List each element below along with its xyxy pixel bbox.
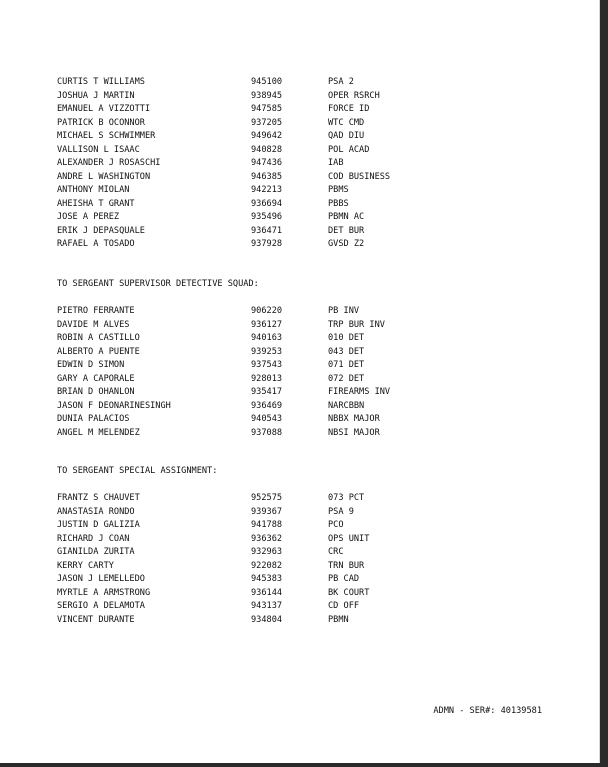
detective-squad-section bbox=[57, 278, 477, 440]
command-assignment: PB CAD bbox=[328, 574, 360, 584]
member-name: JOSHUA J MARTIN bbox=[57, 90, 135, 101]
command-assignment: PCO bbox=[328, 520, 344, 530]
tax-id: 936694 bbox=[251, 198, 283, 209]
tax-id: 922082 bbox=[251, 560, 283, 571]
roster-row bbox=[57, 130, 477, 144]
member-name: JASON J LEMELLEDO bbox=[57, 574, 145, 584]
roster-row bbox=[57, 225, 477, 239]
serial-number-footer: ADMN - SER#: 40139581 bbox=[433, 706, 542, 716]
member-name: CURTIS T WILLIAMS bbox=[57, 77, 145, 87]
tax-id: 906220 bbox=[251, 306, 283, 316]
section-heading: TO SERGEANT SUPERVISOR DETECTIVE SQUAD: bbox=[57, 279, 259, 289]
member-name: DAVIDE M ALVES bbox=[57, 319, 130, 330]
roster-row bbox=[57, 103, 477, 117]
member-name: ANASTASIA RONDO bbox=[57, 506, 135, 517]
roster-row bbox=[57, 400, 477, 414]
command-assignment: PBBS bbox=[328, 198, 349, 209]
assignment-list-continued bbox=[57, 76, 477, 252]
member-name: ANTHONY MIOLAN bbox=[57, 185, 130, 195]
tax-id: 941788 bbox=[251, 520, 283, 530]
roster-row bbox=[57, 359, 477, 373]
roster-row bbox=[57, 117, 477, 131]
member-name: ALBERTO A PUENTE bbox=[57, 346, 140, 357]
roster-row bbox=[57, 560, 477, 574]
command-assignment: GVSD Z2 bbox=[328, 239, 365, 249]
roster-row bbox=[57, 332, 477, 346]
roster-row bbox=[57, 76, 477, 90]
roster-row bbox=[57, 157, 477, 171]
tax-id: 936469 bbox=[251, 400, 283, 411]
member-name: ALEXANDER J ROSASCHI bbox=[57, 158, 161, 168]
tax-id: 935496 bbox=[251, 212, 283, 222]
roster-row bbox=[57, 492, 477, 506]
tax-id: 935417 bbox=[251, 387, 283, 397]
command-assignment: PSA 2 bbox=[328, 77, 354, 87]
command-assignment: PB INV bbox=[328, 306, 360, 316]
roster-row bbox=[57, 198, 477, 212]
roster-row bbox=[57, 600, 477, 614]
member-name: DUNIA PALACIOS bbox=[57, 414, 130, 424]
member-name: FRANTZ S CHAUVET bbox=[57, 493, 140, 503]
tax-id: 936144 bbox=[251, 587, 283, 598]
command-assignment: FIREARMS INV bbox=[328, 387, 391, 397]
member-name: BRIAN D OHANLON bbox=[57, 387, 135, 397]
command-assignment: NBBX MAJOR bbox=[328, 414, 380, 424]
command-assignment: FORCE ID bbox=[328, 104, 370, 114]
roster-row bbox=[57, 171, 477, 185]
command-assignment: TRN BUR bbox=[328, 560, 365, 571]
roster-row bbox=[57, 144, 477, 158]
member-name: ANDRE L WASHINGTON bbox=[57, 171, 151, 182]
tax-id: 940163 bbox=[251, 333, 283, 343]
member-name: GARY A CAPORALE bbox=[57, 373, 135, 384]
member-name: GIANILDA ZURITA bbox=[57, 547, 135, 557]
member-name: MICHAEL S SCHWIMMER bbox=[57, 131, 156, 141]
roster-row bbox=[57, 413, 477, 427]
tax-id: 938945 bbox=[251, 90, 283, 101]
command-assignment: BK COURT bbox=[328, 587, 370, 598]
tax-id: 932963 bbox=[251, 547, 283, 557]
command-assignment: 043 DET bbox=[328, 346, 365, 357]
roster-row bbox=[57, 211, 477, 225]
tax-id: 947436 bbox=[251, 158, 283, 168]
tax-id: 942213 bbox=[251, 185, 283, 195]
tax-id: 936362 bbox=[251, 533, 283, 544]
command-assignment: NBSI MAJOR bbox=[328, 427, 380, 438]
command-assignment: PSA 9 bbox=[328, 506, 354, 517]
roster-row bbox=[57, 319, 477, 333]
tax-id: 928013 bbox=[251, 373, 283, 384]
roster-row bbox=[57, 506, 477, 520]
command-assignment: 073 PCT bbox=[328, 493, 365, 503]
tax-id: 936127 bbox=[251, 319, 283, 330]
tax-id: 940828 bbox=[251, 144, 283, 155]
member-name: JUSTIN D GALIZIA bbox=[57, 520, 140, 530]
roster-row bbox=[57, 305, 477, 319]
tax-id: 937543 bbox=[251, 360, 283, 370]
roster-row bbox=[57, 546, 477, 560]
roster-row bbox=[57, 533, 477, 547]
member-name: VALLISON L ISAAC bbox=[57, 144, 140, 155]
command-assignment: DET BUR bbox=[328, 225, 365, 236]
command-assignment: COD BUSINESS bbox=[328, 171, 391, 182]
command-assignment: 010 DET bbox=[328, 333, 365, 343]
member-name: EDWIN D SIMON bbox=[57, 360, 125, 370]
command-assignment: PBMS bbox=[328, 185, 349, 195]
command-assignment: PBMN AC bbox=[328, 212, 365, 222]
member-name: ROBIN A CASTILLO bbox=[57, 333, 140, 343]
member-name: JOSE A PEREZ bbox=[57, 212, 120, 222]
member-name: MYRTLE A ARMSTRONG bbox=[57, 587, 151, 598]
command-assignment: NARCBBN bbox=[328, 400, 365, 411]
roster-row bbox=[57, 373, 477, 387]
tax-id: 937205 bbox=[251, 117, 283, 128]
command-assignment: TRP BUR INV bbox=[328, 319, 385, 330]
special-assignment-section bbox=[57, 465, 477, 627]
tax-id: 940543 bbox=[251, 414, 283, 424]
tax-id: 943137 bbox=[251, 601, 283, 611]
tax-id: 949642 bbox=[251, 131, 283, 141]
roster-row bbox=[57, 238, 477, 252]
member-name: AHEISHA T GRANT bbox=[57, 198, 135, 209]
tax-id: 946385 bbox=[251, 171, 283, 182]
command-assignment: POL ACAD bbox=[328, 144, 370, 155]
tax-id: 937928 bbox=[251, 239, 283, 249]
command-assignment: PBMN bbox=[328, 614, 349, 625]
roster-row bbox=[57, 519, 477, 533]
command-assignment: 071 DET bbox=[328, 360, 365, 370]
member-name: RAFAEL A TOSADO bbox=[57, 239, 135, 249]
command-assignment: CD OFF bbox=[328, 601, 360, 611]
tax-id: 952575 bbox=[251, 493, 283, 503]
roster-row bbox=[57, 614, 477, 628]
member-name: PIETRO FERRANTE bbox=[57, 306, 135, 316]
tax-id: 945383 bbox=[251, 574, 283, 584]
member-name: ANGEL M MELENDEZ bbox=[57, 427, 140, 438]
tax-id: 936471 bbox=[251, 225, 283, 236]
roster-row bbox=[57, 427, 477, 441]
section-heading: TO SERGEANT SPECIAL ASSIGNMENT: bbox=[57, 466, 218, 476]
roster-row bbox=[57, 587, 477, 601]
command-assignment: CRC bbox=[328, 547, 344, 557]
member-name: EMANUEL A VIZZOTTI bbox=[57, 104, 151, 114]
tax-id: 947585 bbox=[251, 104, 283, 114]
tax-id: 934804 bbox=[251, 614, 283, 625]
tax-id: 939367 bbox=[251, 506, 283, 517]
member-name: ERIK J DEPASQUALE bbox=[57, 225, 145, 236]
tax-id: 937088 bbox=[251, 427, 283, 438]
member-name: KERRY CARTY bbox=[57, 560, 114, 571]
tax-id: 945100 bbox=[251, 77, 283, 87]
tax-id: 939253 bbox=[251, 346, 283, 357]
roster-row bbox=[57, 386, 477, 400]
member-name: SERGIO A DELAMOTA bbox=[57, 601, 145, 611]
member-name: RICHARD J COAN bbox=[57, 533, 130, 544]
roster-row bbox=[57, 573, 477, 587]
member-name: VINCENT DURANTE bbox=[57, 614, 135, 625]
command-assignment: 072 DET bbox=[328, 373, 365, 384]
roster-row bbox=[57, 184, 477, 198]
command-assignment: OPS UNIT bbox=[328, 533, 370, 544]
command-assignment: WTC CMD bbox=[328, 117, 365, 128]
command-assignment: OPER RSRCH bbox=[328, 90, 380, 101]
roster-row bbox=[57, 90, 477, 104]
member-name: PATRICK B OCONNOR bbox=[57, 117, 145, 128]
member-name: JASON F DEONARINESINGH bbox=[57, 400, 171, 411]
roster-row bbox=[57, 346, 477, 360]
command-assignment: IAB bbox=[328, 158, 344, 168]
command-assignment: QAD DIU bbox=[328, 131, 365, 141]
